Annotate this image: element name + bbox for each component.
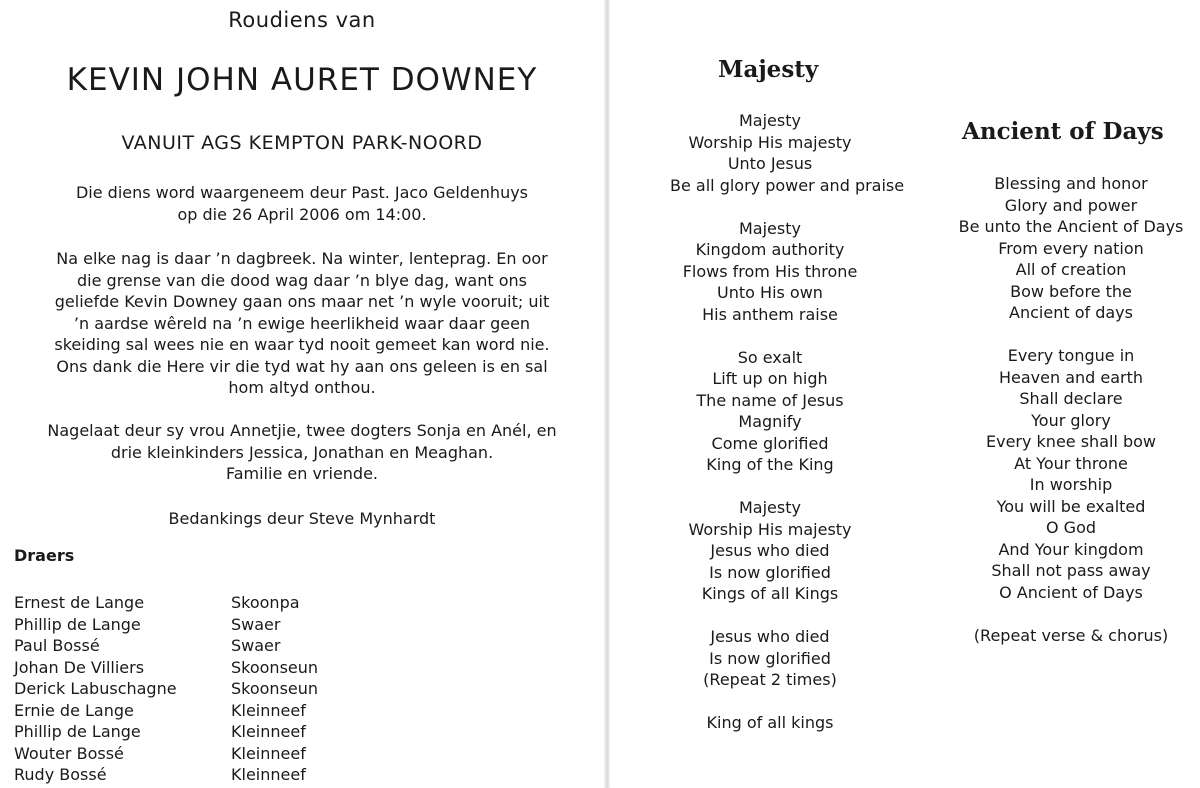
majesty-stanza	[670, 626, 870, 691]
bearer-name: Ernest de Lange	[14, 593, 145, 612]
tribute-paragraph	[0, 248, 604, 399]
lyric-line: At Your throne	[1014, 453, 1128, 473]
lyric-line: Your glory	[1031, 410, 1111, 430]
bearer-row	[14, 678, 318, 700]
survivors-paragraph	[0, 420, 604, 485]
majesty-stanza	[670, 218, 870, 326]
bearer-name: Rudy Bossé	[14, 765, 107, 784]
service-line: Die diens word waargeneem deur Past. Jaco Geldenhuys	[75, 183, 529, 202]
bearer-relation: Kleinneef	[231, 700, 306, 720]
bearer-relation: Kleinneef	[231, 765, 306, 784]
bearer-row	[14, 592, 318, 614]
bearer-row	[14, 764, 318, 786]
tribute-line: die grense van die dood wag daar ’n blye dag, want ons	[77, 270, 527, 290]
bearer-row	[14, 721, 318, 743]
lyric-line: The name of Jesus	[696, 390, 844, 410]
survivor-line: drie kleinkinders Jessica, Jonathan en Meaghan.	[110, 442, 494, 462]
lyric-line: In worship	[1029, 475, 1113, 494]
lyric-line: O Ancient of Days	[999, 582, 1143, 602]
lyric-line: Come glorified	[711, 433, 829, 453]
right-page	[610, 0, 1200, 788]
majesty-stanza	[670, 497, 870, 605]
lyric-line: Shall not pass away	[991, 561, 1151, 580]
lyric-line: Unto His own	[717, 283, 823, 302]
majesty-stanza	[670, 712, 870, 734]
ancient-of-days-stanza	[946, 625, 1196, 647]
lyric-line: Ancient of days	[1009, 303, 1133, 322]
lyric-line: Jesus who died	[710, 541, 830, 560]
bearer-relation: Skoonseun	[231, 679, 319, 698]
bearer-row	[14, 657, 318, 679]
lyric-line: Is now glorified	[709, 648, 831, 668]
lyric-line: Worship His majesty	[688, 519, 852, 539]
tribute-line: ’n aardse wêreld na ’n ewige heerlikheid waar daar geen	[73, 313, 531, 333]
lyric-line: His anthem raise	[702, 304, 838, 324]
tribute-line: skeiding sal wees nie en waar tyd nooit gemeet kan word nie.	[54, 335, 550, 354]
majesty-title: Majesty	[718, 56, 819, 83]
lyric-line: Every tongue in	[1007, 346, 1135, 365]
survivor-line: Familie en vriende.	[225, 464, 379, 483]
intro-text: Roudiens van	[228, 8, 376, 32]
bearers-heading: Draers	[14, 546, 75, 565]
tribute-line: Na elke nag is daar ’n dagbreek. Na winter, lenteprag. En oor	[56, 249, 548, 268]
lyric-line: Magnify	[738, 412, 802, 431]
lyric-line: You will be exalted	[996, 496, 1146, 516]
bearer-name: Paul Bossé	[14, 636, 100, 655]
lyric-line: Glory and power	[1004, 195, 1138, 215]
majesty-stanza	[670, 110, 905, 196]
ancient-of-days-stanza	[946, 173, 1196, 324]
lyric-line: Kings of all Kings	[701, 584, 839, 603]
lyric-line: (Repeat 2 times)	[703, 670, 837, 689]
lyric-line: Be all glory power and praise	[670, 175, 905, 195]
lyric-line: Majesty	[739, 498, 801, 517]
lyric-line: King of the King	[706, 455, 834, 474]
lyric-line: Heaven and earth	[998, 367, 1144, 387]
bearer-name: Wouter Bossé	[14, 743, 124, 763]
bearer-relation: Swaer	[231, 636, 281, 655]
majesty-lyrics	[670, 110, 905, 755]
bearer-name: Phillip de Lange	[14, 614, 141, 634]
lyric-line: Majesty	[739, 111, 801, 130]
bearer-relation: Skoonpa	[231, 593, 300, 612]
bearer-name: Ernie de Lange	[14, 700, 134, 720]
tribute-line: hom altyd onthou.	[228, 378, 376, 397]
bearer-relation: Kleinneef	[231, 743, 306, 763]
bearer-row	[14, 614, 318, 636]
bearers-list	[14, 592, 318, 786]
deceased-name: KEVIN JOHN AURET DOWNEY	[66, 62, 538, 98]
ancient-of-days-lyrics	[946, 173, 1196, 668]
tribute-line: geliefde Kevin Downey gaan ons maar net ’n wyle vooruit; uit	[54, 292, 550, 311]
lyric-line: O God	[1045, 518, 1097, 537]
thanks-line: Bedankings deur Steve Mynhardt	[168, 509, 436, 528]
congregation: VANUIT AGS KEMPTON PARK-NOORD	[121, 132, 483, 154]
majesty-stanza	[670, 347, 870, 476]
bearer-row	[14, 743, 318, 765]
lyric-line: Be unto the Ancient of Days	[958, 217, 1184, 236]
lyric-line: Is now glorified	[709, 562, 831, 582]
lyric-line: And Your kingdom	[998, 539, 1144, 559]
lyric-line: Jesus who died	[710, 627, 830, 646]
tribute-line: Ons dank die Here vir die tyd wat hy aan ons geleen is en sal	[56, 356, 548, 376]
bearer-name: Derick Labuschagne	[14, 679, 177, 698]
survivor-line: Nagelaat deur sy vrou Annetjie, twee dogters Sonja en Anél, en	[47, 421, 557, 440]
lyric-line: So exalt	[737, 347, 803, 367]
bearer-row	[14, 700, 318, 722]
bearer-relation: Skoonseun	[231, 657, 319, 677]
ancient-of-days-stanza	[946, 345, 1196, 603]
lyric-line: King of all kings	[706, 713, 834, 732]
bearer-name: Johan De Villiers	[14, 657, 145, 677]
lyric-line: Blessing and honor	[994, 174, 1148, 193]
lyric-line: Every knee shall bow	[985, 432, 1157, 451]
lyric-line: Majesty	[739, 218, 801, 238]
service-line: op die 26 April 2006 om 14:00.	[177, 204, 427, 224]
ancient-of-days-title: Ancient of Days	[962, 118, 1164, 145]
lyric-line: Bow before the	[1010, 281, 1132, 301]
lyric-line: (Repeat verse & chorus)	[973, 625, 1169, 645]
lyric-line: Worship His majesty	[688, 132, 852, 152]
lyric-line: From every nation	[998, 238, 1144, 258]
service-info	[0, 182, 604, 225]
lyric-line: Shall declare	[1019, 389, 1123, 408]
lyric-line: Lift up on high	[712, 369, 828, 388]
bearer-relation: Swaer	[231, 614, 281, 634]
lyric-line: All of creation	[1015, 260, 1127, 279]
lyric-line: Kingdom authority	[695, 240, 845, 259]
bearer-row	[14, 635, 318, 657]
lyric-line: Flows from His throne	[682, 261, 858, 281]
bearer-name: Phillip de Lange	[14, 722, 141, 741]
lyric-line: Unto Jesus	[727, 154, 813, 173]
bearer-relation: Kleinneef	[231, 722, 306, 741]
